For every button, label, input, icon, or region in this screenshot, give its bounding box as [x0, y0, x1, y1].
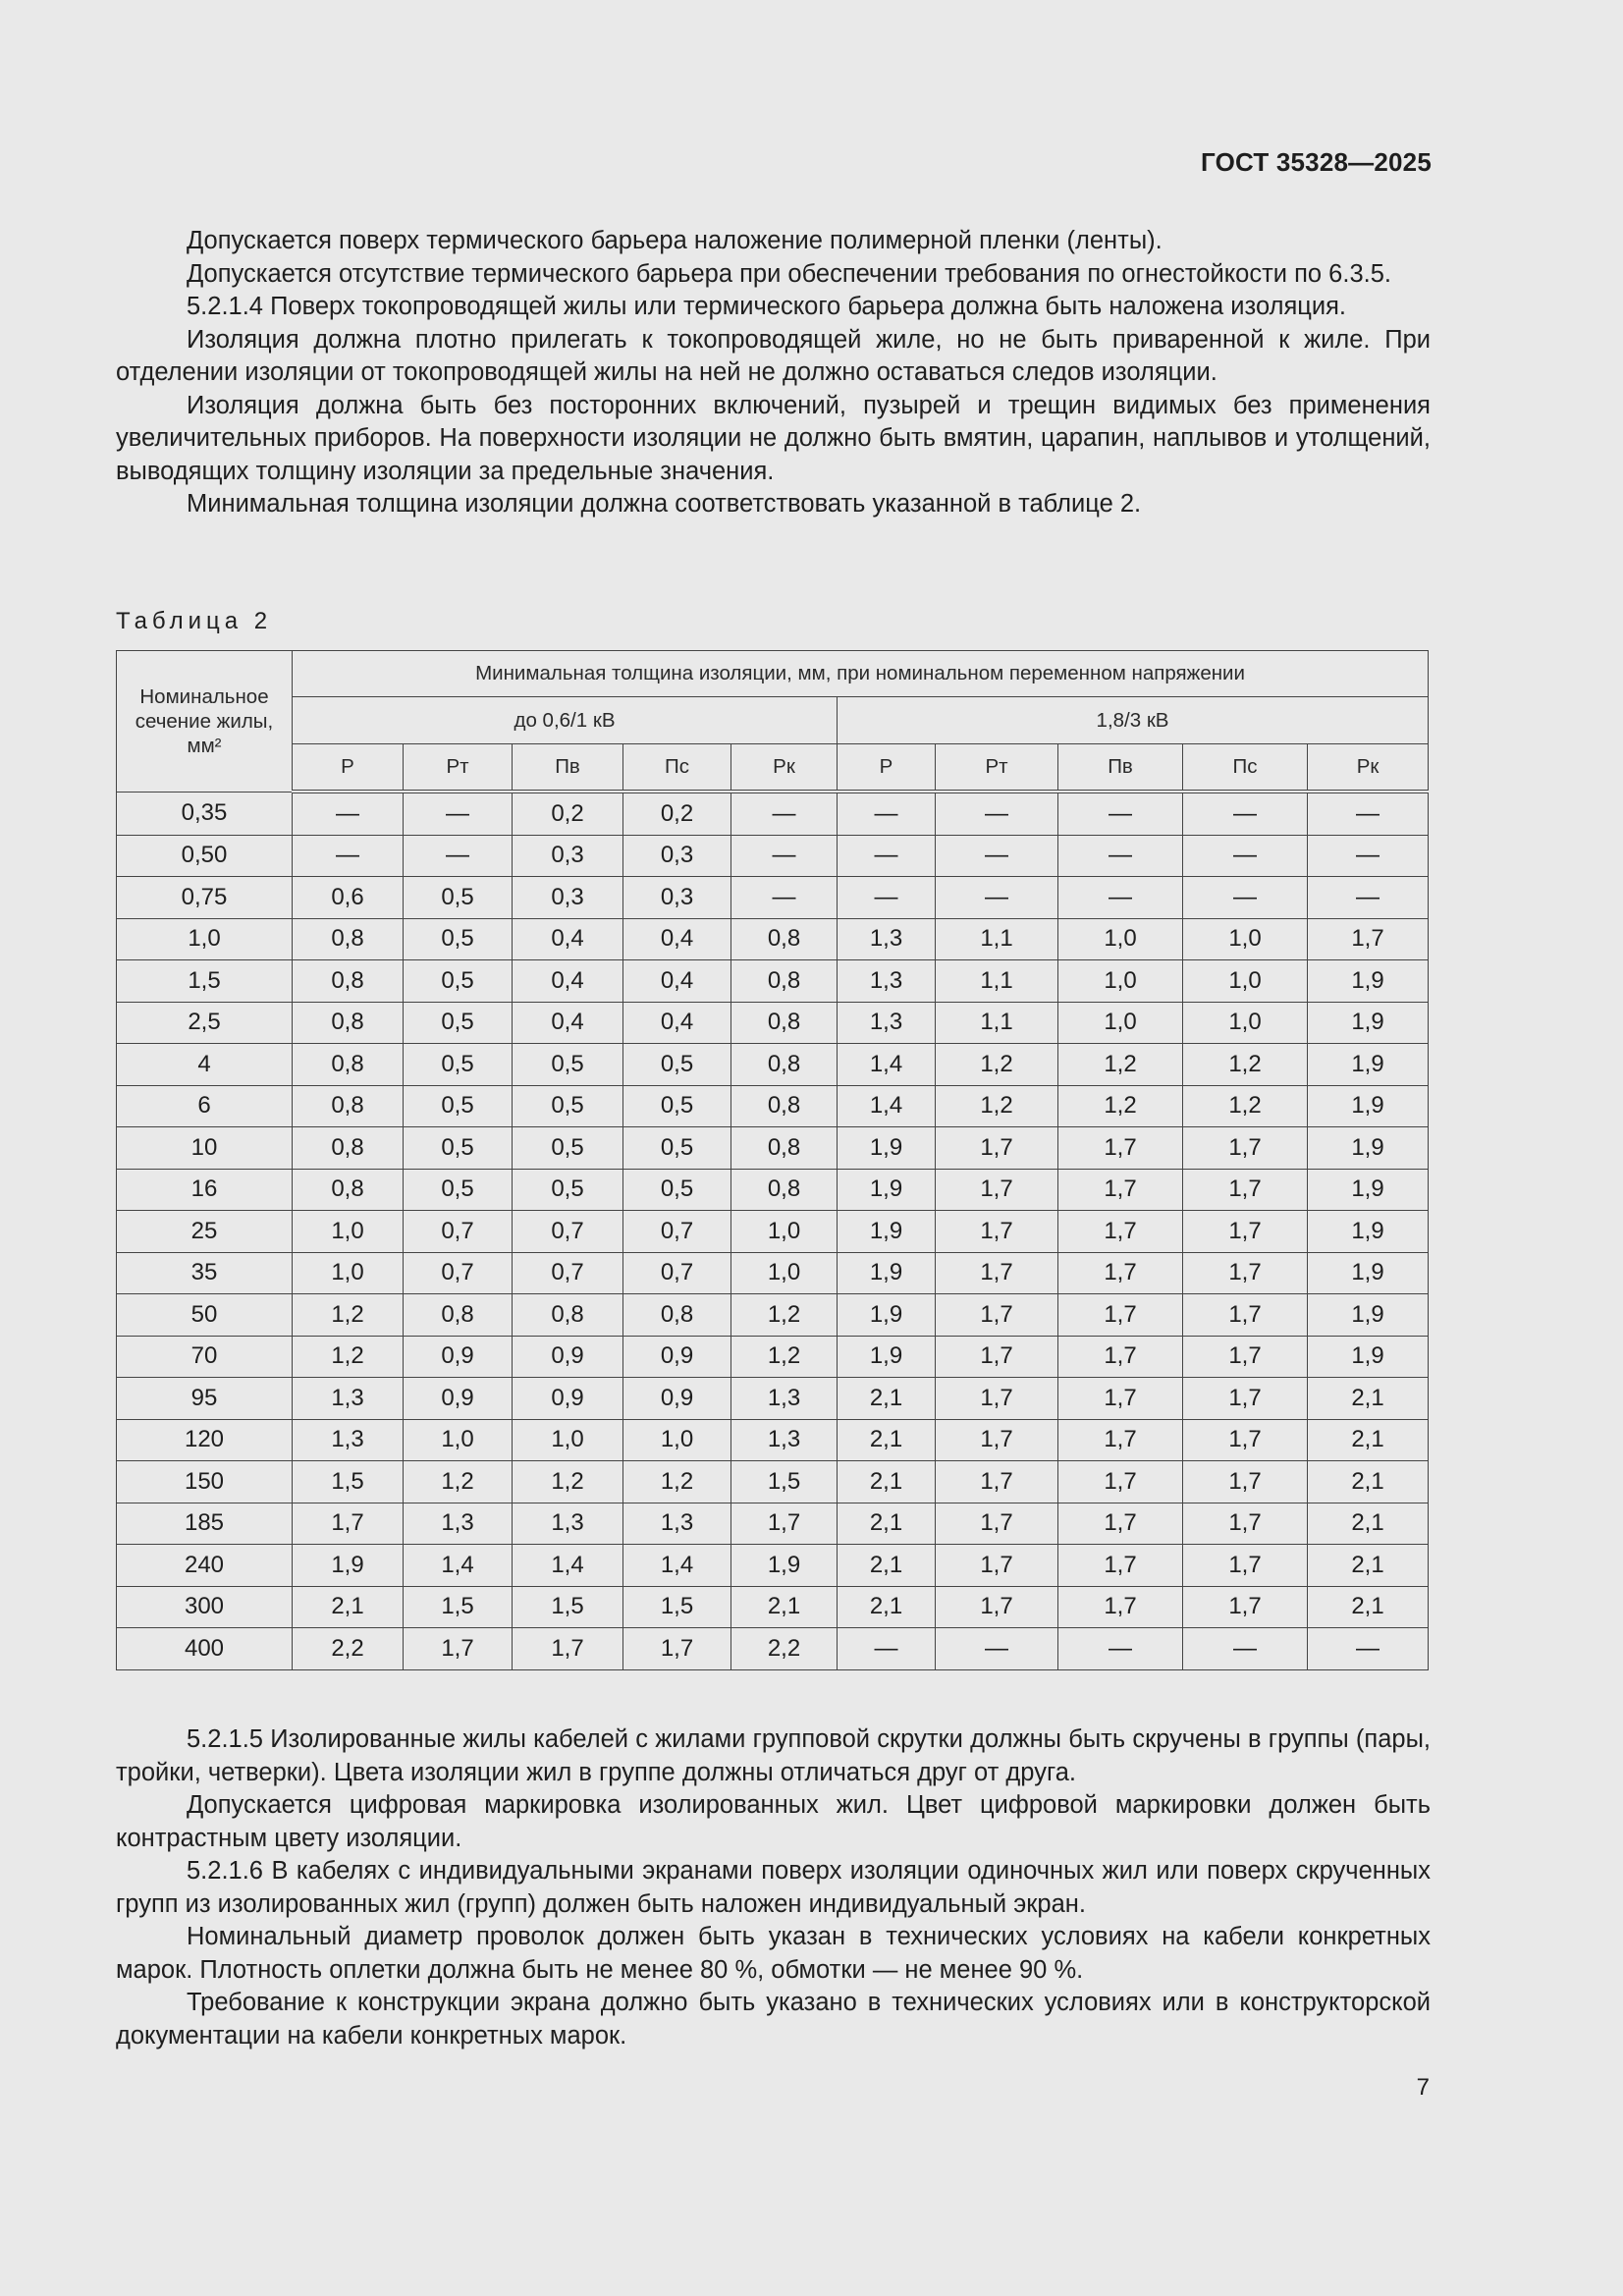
thickness-cell: 1,7 — [1058, 1586, 1183, 1628]
thickness-cell: — — [404, 835, 513, 877]
thickness-cell: 1,4 — [838, 1044, 936, 1086]
thickness-cell: 1,2 — [731, 1336, 838, 1378]
thickness-cell: 1,9 — [1308, 1294, 1429, 1337]
thickness-cell: 1,2 — [404, 1461, 513, 1503]
thickness-cell: 1,7 — [936, 1252, 1058, 1294]
table-row — [117, 1628, 1429, 1670]
thickness-cell: 0,8 — [731, 918, 838, 960]
thickness-cell: 1,4 — [838, 1085, 936, 1127]
thickness-cell: 0,7 — [623, 1252, 731, 1294]
thickness-cell: 1,0 — [404, 1419, 513, 1461]
column-header: Рк — [1308, 744, 1429, 793]
thickness-cell: 0,8 — [731, 1085, 838, 1127]
thickness-cell: 0,8 — [293, 1002, 404, 1044]
thickness-cell: — — [1183, 792, 1308, 835]
thickness-cell: — — [293, 792, 404, 835]
thickness-cell: 1,9 — [1308, 1002, 1429, 1044]
thickness-cell: 1,2 — [1183, 1044, 1308, 1086]
table-row — [117, 1002, 1429, 1044]
thickness-cell: 0,3 — [513, 877, 623, 919]
thickness-cell: 1,7 — [1183, 1545, 1308, 1587]
table-row — [117, 1294, 1429, 1337]
cross-section-cell: 185 — [117, 1503, 293, 1545]
column-header: Пв — [1058, 744, 1183, 793]
table-row — [117, 1419, 1429, 1461]
thickness-cell: 1,5 — [623, 1586, 731, 1628]
thickness-cell: 1,0 — [1058, 918, 1183, 960]
thickness-cell: 1,0 — [731, 1211, 838, 1253]
cross-section-cell: 300 — [117, 1586, 293, 1628]
table-row — [117, 1127, 1429, 1170]
thickness-cell: 1,7 — [1058, 1211, 1183, 1253]
cross-section-cell: 0,35 — [117, 792, 293, 835]
top-header: Минимальная толщина изоляции, мм, при номинальном переменном напряжении — [293, 651, 1429, 697]
thickness-cell: 1,3 — [623, 1503, 731, 1545]
thickness-cell: 1,9 — [838, 1169, 936, 1211]
thickness-cell: 1,0 — [293, 1252, 404, 1294]
cross-section-cell: 1,0 — [117, 918, 293, 960]
table-row — [117, 1044, 1429, 1086]
table-row — [117, 960, 1429, 1003]
thickness-cell: 0,5 — [404, 960, 513, 1003]
thickness-cell: 1,2 — [936, 1085, 1058, 1127]
thickness-cell: 1,1 — [936, 960, 1058, 1003]
thickness-cell: 0,7 — [513, 1252, 623, 1294]
thickness-cell: 1,7 — [623, 1628, 731, 1670]
thickness-cell: 1,4 — [404, 1545, 513, 1587]
thickness-cell: — — [293, 835, 404, 877]
thickness-cell: 1,7 — [1183, 1294, 1308, 1337]
thickness-cell: 1,0 — [1183, 918, 1308, 960]
table-row — [117, 877, 1429, 919]
paragraph: 5.2.1.6 В кабелях с индивидуальными экранами поверх изоляции одиночных жил или поверх скрученных групп из изолированных жил (групп) должен быть наложен индивидуальный экран. — [116, 1857, 1431, 1918]
thickness-cell: 2,2 — [293, 1628, 404, 1670]
thickness-cell: 1,2 — [293, 1294, 404, 1337]
thickness-cell: 1,7 — [936, 1378, 1058, 1420]
table-row — [117, 835, 1429, 877]
thickness-cell: 2,1 — [1308, 1378, 1429, 1420]
thickness-cell: 0,5 — [623, 1085, 731, 1127]
table-row — [117, 792, 1429, 835]
thickness-cell: 0,4 — [513, 918, 623, 960]
thickness-cell: 0,7 — [623, 1211, 731, 1253]
thickness-cell: 0,3 — [623, 835, 731, 877]
thickness-cell: 1,4 — [623, 1545, 731, 1587]
thickness-cell: 0,5 — [404, 1127, 513, 1170]
thickness-cell: 2,1 — [838, 1461, 936, 1503]
paragraph: 5.2.1.4 Поверх токопроводящей жилы или термического барьера должна быть наложена изоляция. — [187, 293, 1347, 320]
column-header: Пс — [623, 744, 731, 793]
thickness-cell: 0,5 — [404, 1085, 513, 1127]
thickness-cell: 2,1 — [293, 1586, 404, 1628]
thickness-cell: 0,5 — [623, 1044, 731, 1086]
standard-code: ГОСТ 35328—2025 — [1201, 147, 1432, 177]
thickness-cell: 1,9 — [838, 1211, 936, 1253]
thickness-cell: 1,7 — [936, 1586, 1058, 1628]
thickness-cell: 1,5 — [293, 1461, 404, 1503]
thickness-cell: 2,1 — [1308, 1503, 1429, 1545]
thickness-cell: 0,8 — [293, 918, 404, 960]
thickness-cell: 1,3 — [404, 1503, 513, 1545]
thickness-cell: 1,7 — [1183, 1378, 1308, 1420]
thickness-cell: 1,7 — [936, 1545, 1058, 1587]
cross-section-cell: 95 — [117, 1378, 293, 1420]
thickness-cell: 1,7 — [1183, 1461, 1308, 1503]
thickness-cell: 1,2 — [1058, 1044, 1183, 1086]
thickness-cell: 0,8 — [731, 1044, 838, 1086]
thickness-cell: 0,6 — [293, 877, 404, 919]
thickness-cell: 0,5 — [404, 1169, 513, 1211]
thickness-cell: 1,2 — [1058, 1085, 1183, 1127]
thickness-cell: 2,1 — [838, 1503, 936, 1545]
cross-section-cell: 150 — [117, 1461, 293, 1503]
column-header: Р — [838, 744, 936, 793]
thickness-cell: 1,7 — [1183, 1211, 1308, 1253]
thickness-cell: 0,5 — [513, 1085, 623, 1127]
thickness-cell: 1,7 — [1058, 1503, 1183, 1545]
cross-section-cell: 0,50 — [117, 835, 293, 877]
paragraph: Номинальный диаметр проволок должен быть указан в технических условиях на кабели конкретных марок. Плотность оплетки должна быть не менее 80 %, обмотки — не менее 90 %. — [116, 1923, 1431, 1984]
thickness-cell: 1,7 — [1183, 1336, 1308, 1378]
cross-section-cell: 120 — [117, 1419, 293, 1461]
thickness-cell: 1,9 — [1308, 1127, 1429, 1170]
table-row — [117, 1336, 1429, 1378]
thickness-cell: 1,2 — [1183, 1085, 1308, 1127]
cross-section-cell: 240 — [117, 1545, 293, 1587]
thickness-cell: 0,2 — [513, 792, 623, 835]
paragraph: Изоляция должна плотно прилегать к токопроводящей жиле, но не быть приваренной к жиле. При отделении изоляции от токопроводящей жилы на ней не должно оставаться следов изоляции. — [116, 325, 1431, 386]
thickness-cell: 1,0 — [623, 1419, 731, 1461]
thickness-cell: 0,9 — [404, 1378, 513, 1420]
thickness-cell: 1,7 — [1058, 1378, 1183, 1420]
table-row — [117, 1586, 1429, 1628]
table-row — [117, 1378, 1429, 1420]
thickness-cell: 1,0 — [1183, 1002, 1308, 1044]
thickness-cell: — — [1183, 877, 1308, 919]
thickness-cell: 1,7 — [936, 1169, 1058, 1211]
thickness-cell: 0,5 — [404, 877, 513, 919]
thickness-cell: — — [936, 835, 1058, 877]
thickness-cell: 1,2 — [293, 1336, 404, 1378]
thickness-cell: 1,9 — [731, 1545, 838, 1587]
thickness-cell: 1,9 — [1308, 960, 1429, 1003]
cross-section-cell: 16 — [117, 1169, 293, 1211]
thickness-cell: 0,5 — [623, 1127, 731, 1170]
thickness-cell: 0,5 — [513, 1127, 623, 1170]
thickness-cell: 1,7 — [1183, 1127, 1308, 1170]
thickness-cell: 0,9 — [513, 1336, 623, 1378]
paragraph: Допускается поверх термического барьера наложение полимерной пленки (ленты). — [187, 227, 1163, 254]
thickness-cell: 0,8 — [623, 1294, 731, 1337]
thickness-cell: 1,3 — [838, 960, 936, 1003]
thickness-cell: 0,8 — [293, 1169, 404, 1211]
thickness-cell: 1,3 — [293, 1378, 404, 1420]
thickness-cell: 1,7 — [936, 1503, 1058, 1545]
thickness-cell: — — [1058, 835, 1183, 877]
thickness-cell: 1,7 — [1058, 1169, 1183, 1211]
column-header: Пв — [513, 744, 623, 793]
thickness-cell: 1,7 — [513, 1628, 623, 1670]
thickness-cell: 1,9 — [838, 1294, 936, 1337]
thickness-cell: 0,8 — [293, 1044, 404, 1086]
column-header: Рт — [404, 744, 513, 793]
thickness-cell: 1,9 — [1308, 1252, 1429, 1294]
paragraph: Изоляция должна быть без посторонних включений, пузырей и трещин видимых без применения увеличительных приборов. На поверхности изоляции не должно быть вмятин, царапин, наплывов и утолщений, выводящих толщину изоляции за предельные значения. — [116, 391, 1431, 485]
thickness-cell: 1,3 — [293, 1419, 404, 1461]
thickness-cell: 0,3 — [623, 877, 731, 919]
thickness-cell: — — [1058, 792, 1183, 835]
cross-section-cell: 1,5 — [117, 960, 293, 1003]
paragraph: 5.2.1.5 Изолированные жилы кабелей с жилами групповой скрутки должны быть скручены в группы (пары, тройки, четверки). Цвета изоляции жил в группе должны отличаться друг от друга. — [116, 1725, 1431, 1786]
thickness-cell: 0,9 — [513, 1378, 623, 1420]
thickness-cell: — — [1058, 1628, 1183, 1670]
thickness-cell: 0,2 — [623, 792, 731, 835]
thickness-cell: 1,7 — [936, 1336, 1058, 1378]
thickness-cell: 1,1 — [936, 1002, 1058, 1044]
thickness-cell: 1,7 — [1183, 1503, 1308, 1545]
thickness-cell: 1,3 — [838, 1002, 936, 1044]
thickness-cell: 0,9 — [404, 1336, 513, 1378]
column-header: Рк — [731, 744, 838, 793]
thickness-cell: — — [731, 835, 838, 877]
paragraph: Минимальная толщина изоляции должна соответствовать указанной в таблице 2. — [187, 490, 1142, 518]
thickness-cell: 1,7 — [1183, 1419, 1308, 1461]
thickness-cell: — — [838, 792, 936, 835]
thickness-cell: 1,3 — [838, 918, 936, 960]
thickness-cell: 2,1 — [838, 1545, 936, 1587]
thickness-cell: 1,3 — [731, 1378, 838, 1420]
table-row — [117, 1169, 1429, 1211]
thickness-cell: — — [838, 877, 936, 919]
thickness-cell: 1,0 — [513, 1419, 623, 1461]
table-caption: Таблица 2 — [116, 608, 273, 634]
paragraph: Требование к конструкции экрана должно быть указано в технических условиях или в конструкторской документации на кабели конкретных марок. — [116, 1989, 1431, 2050]
thickness-cell: 1,7 — [731, 1503, 838, 1545]
table-row — [117, 1085, 1429, 1127]
thickness-cell: 0,4 — [623, 918, 731, 960]
thickness-cell: 1,5 — [731, 1461, 838, 1503]
thickness-cell: 1,7 — [936, 1211, 1058, 1253]
thickness-cell: — — [1183, 1628, 1308, 1670]
thickness-cell: 2,1 — [1308, 1586, 1429, 1628]
cross-section-cell: 35 — [117, 1252, 293, 1294]
paragraph: Допускается цифровая маркировка изолированных жил. Цвет цифровой маркировки должен быть контрастным цвету изоляции. — [116, 1791, 1431, 1852]
thickness-cell: 1,9 — [293, 1545, 404, 1587]
thickness-cell: 1,2 — [936, 1044, 1058, 1086]
thickness-cell: 1,7 — [936, 1419, 1058, 1461]
thickness-cell: — — [731, 877, 838, 919]
thickness-cell: 0,9 — [623, 1336, 731, 1378]
table-row — [117, 918, 1429, 960]
thickness-cell: 1,7 — [1058, 1294, 1183, 1337]
thickness-cell: 2,1 — [1308, 1419, 1429, 1461]
thickness-cell: 0,4 — [623, 1002, 731, 1044]
thickness-cell: 1,2 — [623, 1461, 731, 1503]
thickness-cell: 1,7 — [1058, 1545, 1183, 1587]
thickness-cell: — — [731, 792, 838, 835]
thickness-cell: 1,7 — [293, 1503, 404, 1545]
thickness-cell: 1,0 — [293, 1211, 404, 1253]
thickness-cell: 2,1 — [838, 1419, 936, 1461]
thickness-cell: 0,5 — [404, 1044, 513, 1086]
thickness-cell: 1,2 — [731, 1294, 838, 1337]
table-row — [117, 1461, 1429, 1503]
thickness-cell: — — [1308, 877, 1429, 919]
body-text-top — [116, 225, 1431, 521]
thickness-cell: — — [1308, 835, 1429, 877]
thickness-cell: 1,9 — [1308, 1085, 1429, 1127]
table-row — [117, 1503, 1429, 1545]
table-row — [117, 1252, 1429, 1294]
thickness-cell: 1,7 — [936, 1294, 1058, 1337]
thickness-cell: 0,5 — [513, 1169, 623, 1211]
thickness-cell: 1,7 — [1058, 1336, 1183, 1378]
thickness-cell: — — [838, 835, 936, 877]
thickness-cell: 0,4 — [623, 960, 731, 1003]
thickness-cell: 1,9 — [1308, 1044, 1429, 1086]
thickness-cell: 1,5 — [404, 1586, 513, 1628]
thickness-cell: 1,4 — [513, 1545, 623, 1587]
cross-section-cell: 10 — [117, 1127, 293, 1170]
column-header: Рт — [936, 744, 1058, 793]
thickness-cell: 1,0 — [1058, 960, 1183, 1003]
thickness-cell: 1,1 — [936, 918, 1058, 960]
thickness-cell: 1,0 — [1058, 1002, 1183, 1044]
cross-section-cell: 4 — [117, 1044, 293, 1086]
thickness-cell: 0,5 — [513, 1044, 623, 1086]
thickness-cell: 0,8 — [731, 1169, 838, 1211]
cross-section-cell: 50 — [117, 1294, 293, 1337]
thickness-cell: 2,1 — [1308, 1545, 1429, 1587]
thickness-cell: 0,7 — [513, 1211, 623, 1253]
insulation-thickness-table — [116, 650, 1429, 1670]
thickness-cell: 0,8 — [731, 960, 838, 1003]
thickness-cell: 0,7 — [404, 1211, 513, 1253]
thickness-cell: 2,1 — [838, 1586, 936, 1628]
thickness-cell: 1,7 — [1308, 918, 1429, 960]
paragraph: Допускается отсутствие термического барьера при обеспечении требования по огнестойкости по 6.3.5. — [187, 259, 1391, 288]
cross-section-cell: 400 — [117, 1628, 293, 1670]
thickness-cell: 1,2 — [513, 1461, 623, 1503]
thickness-cell: 2,1 — [1308, 1461, 1429, 1503]
thickness-cell: 1,9 — [1308, 1336, 1429, 1378]
thickness-cell: 1,7 — [1183, 1169, 1308, 1211]
thickness-cell: 0,3 — [513, 835, 623, 877]
cross-section-cell: 6 — [117, 1085, 293, 1127]
thickness-cell: 0,8 — [293, 1127, 404, 1170]
thickness-cell: — — [1183, 835, 1308, 877]
thickness-cell: 1,7 — [1058, 1127, 1183, 1170]
column-header: Пс — [1183, 744, 1308, 793]
thickness-cell: 0,8 — [293, 1085, 404, 1127]
thickness-cell: — — [838, 1628, 936, 1670]
cross-section-cell: 0,75 — [117, 877, 293, 919]
table-body — [117, 792, 1429, 1669]
thickness-cell: 0,8 — [731, 1127, 838, 1170]
group-header: до 0,6/1 кВ — [293, 697, 838, 744]
thickness-cell: 1,7 — [1058, 1252, 1183, 1294]
thickness-cell: — — [1308, 1628, 1429, 1670]
thickness-cell: 2,2 — [731, 1628, 838, 1670]
thickness-cell: 1,3 — [731, 1419, 838, 1461]
cross-section-cell: 70 — [117, 1336, 293, 1378]
thickness-cell: — — [1308, 792, 1429, 835]
thickness-cell: 1,3 — [513, 1503, 623, 1545]
thickness-cell: 1,9 — [838, 1127, 936, 1170]
thickness-cell: 0,8 — [404, 1294, 513, 1337]
thickness-cell: 1,0 — [1183, 960, 1308, 1003]
thickness-cell: — — [936, 792, 1058, 835]
thickness-cell: 1,5 — [513, 1586, 623, 1628]
thickness-cell: 1,9 — [1308, 1211, 1429, 1253]
page-number: 7 — [1416, 2074, 1430, 2101]
thickness-cell: 1,0 — [731, 1252, 838, 1294]
thickness-cell: 0,5 — [623, 1169, 731, 1211]
table-row — [117, 1545, 1429, 1587]
group-header: 1,8/3 кВ — [838, 697, 1429, 744]
thickness-cell: 0,5 — [404, 1002, 513, 1044]
thickness-cell: 0,8 — [293, 960, 404, 1003]
thickness-cell: 1,7 — [1058, 1419, 1183, 1461]
thickness-cell: 0,4 — [513, 1002, 623, 1044]
thickness-cell: 1,7 — [936, 1127, 1058, 1170]
thickness-cell: 1,7 — [404, 1628, 513, 1670]
thickness-cell: 0,8 — [731, 1002, 838, 1044]
column-header: Р — [293, 744, 404, 793]
thickness-cell: 0,8 — [513, 1294, 623, 1337]
thickness-cell: 1,9 — [1308, 1169, 1429, 1211]
thickness-cell: 1,9 — [838, 1336, 936, 1378]
cross-section-cell: 25 — [117, 1211, 293, 1253]
thickness-cell: 1,9 — [838, 1252, 936, 1294]
thickness-cell: 0,4 — [513, 960, 623, 1003]
table-row — [117, 1211, 1429, 1253]
thickness-cell: 1,7 — [936, 1461, 1058, 1503]
thickness-cell: 2,1 — [838, 1378, 936, 1420]
body-text-bottom — [116, 1723, 1431, 2052]
thickness-cell: 2,1 — [731, 1586, 838, 1628]
cross-section-cell: 2,5 — [117, 1002, 293, 1044]
thickness-cell: 0,9 — [623, 1378, 731, 1420]
thickness-cell: — — [936, 877, 1058, 919]
thickness-cell: 1,7 — [1183, 1252, 1308, 1294]
thickness-cell: — — [936, 1628, 1058, 1670]
thickness-cell: 1,7 — [1183, 1586, 1308, 1628]
row-header: Номинальное сечение жилы, мм² — [117, 651, 293, 793]
thickness-cell: — — [1058, 877, 1183, 919]
thickness-cell: — — [404, 792, 513, 835]
thickness-cell: 0,7 — [404, 1252, 513, 1294]
thickness-cell: 0,5 — [404, 918, 513, 960]
thickness-cell: 1,7 — [1058, 1461, 1183, 1503]
